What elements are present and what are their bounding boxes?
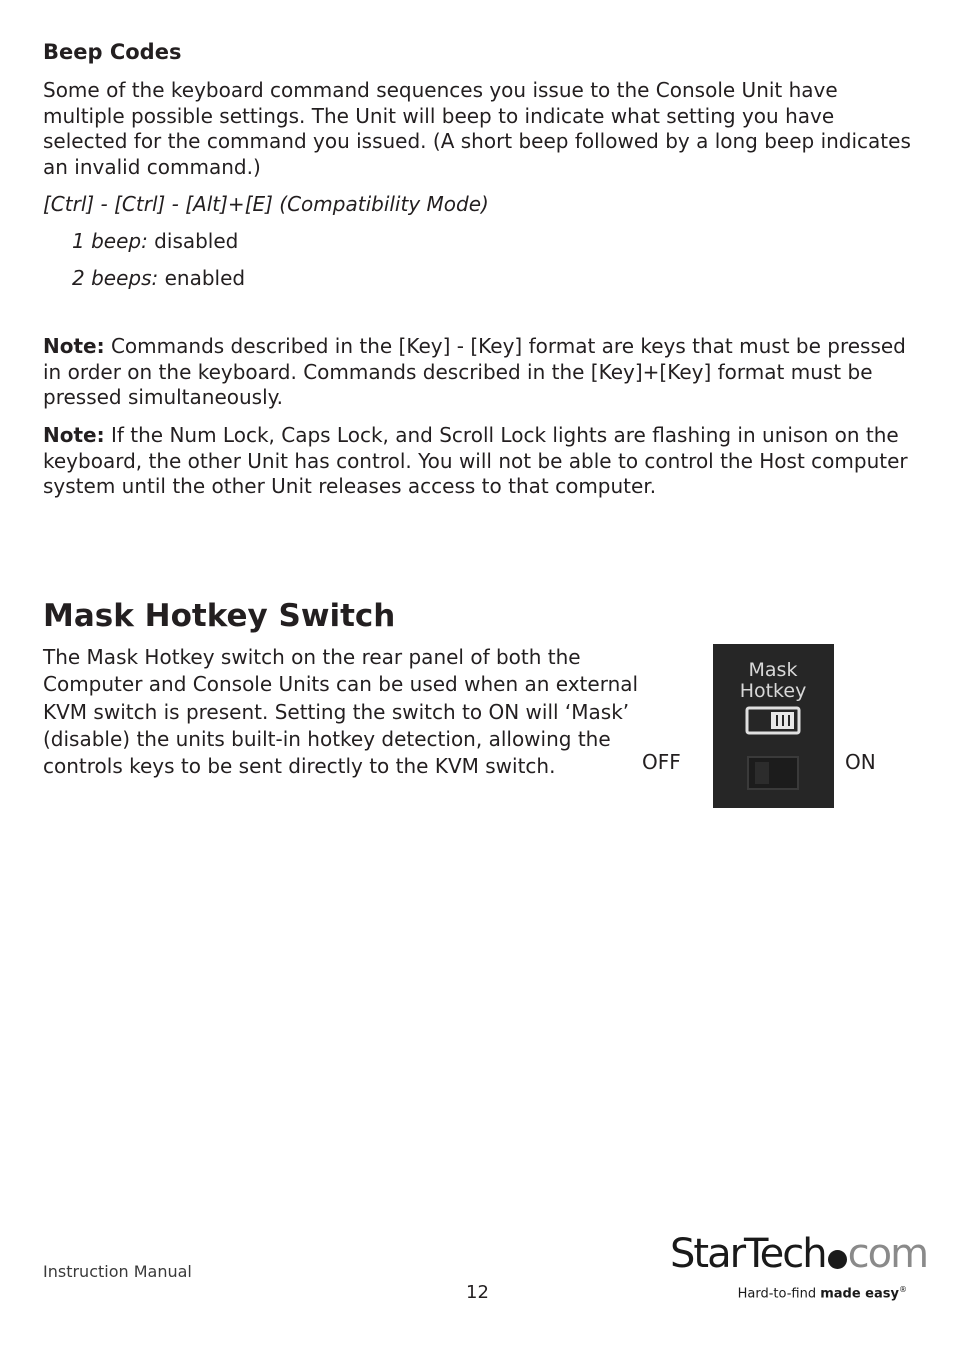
startech-logo [670,1230,928,1305]
text-line: in order on the keyboard. Commands described in the [Key]+[Key] format must be [43,359,873,384]
text-line: system until the other Unit releases access to that computer. [43,474,657,498]
note-key-format [43,334,923,411]
tagline-mark: ® [899,1285,907,1294]
logo-tagline [738,1281,907,1303]
text-line [43,334,923,360]
page-number: 12 [466,1282,489,1303]
mask-hotkey-switch-photo [713,644,834,808]
text-line [43,423,923,449]
beep-item-label: 2 beeps: [72,266,159,290]
text-line: Some of the keyboard command sequences you issue to the Console Unit have [43,78,838,102]
text-line: The Mask Hotkey switch on the rear panel of both the [43,645,581,669]
logo-wordmark [670,1230,927,1278]
logo-word-suffix: com [847,1231,928,1277]
beep-codes-intro [43,78,923,180]
beep-item-value: enabled [158,266,246,290]
off-label: OFF [642,750,681,774]
switch-panel-graphic [713,644,834,808]
photo-label-hotkey: Hotkey [739,680,807,702]
beep-item-label: 1 beep: [72,229,148,253]
note-text: If the Num Lock, Caps Lock, and Scroll Lock lights are flashing in unison on the [104,423,899,447]
mask-hotkey-heading: Mask Hotkey Switch [43,598,396,634]
text-line: KVM switch is present. Setting the switch to ON will ‘Mask’ [43,699,630,724]
mask-hotkey-description [43,644,643,780]
text-line: controls keys to be sent directly to the KVM switch. [43,754,556,779]
text-line: (disable) the units built-in hotkey detection, allowing the [43,726,611,751]
note-label: Note: [43,334,105,358]
text-line: Computer and Console Units can be used when an external [43,672,639,697]
text-line: selected for the command you issued. (A short beep followed by a long beep indicates [43,129,911,153]
compatibility-command: [Ctrl] - [Ctrl] - [Alt]+[E] (Compatibility Mode) [43,192,489,216]
beep-item [72,266,245,291]
note-label: Note: [43,423,105,447]
footer-instruction-manual: Instruction Manual [43,1262,192,1281]
logo-dot-icon [828,1250,847,1269]
text-line: keyboard, the other Unit has control. You will not be able to control the Host computer [43,448,908,473]
tagline-bold: made easy [820,1286,899,1302]
beep-item-value: disabled [147,229,239,253]
note-text: Commands described in the [Key] - [Key] format are keys that must be pressed [104,334,906,358]
note-lock-lights [43,423,923,500]
tagline-prefix: Hard-to-find [737,1286,821,1302]
beep-codes-heading: Beep Codes [43,40,182,64]
text-line: multiple possible settings. The Unit will beep to indicate what setting you have [43,103,835,128]
logo-word-primary: StarTech [670,1231,826,1277]
text-line: pressed simultaneously. [43,385,283,409]
photo-label-mask: Mask [748,659,798,681]
text-line: an invalid command.) [43,154,261,179]
on-label: ON [845,750,876,774]
beep-item [72,229,238,254]
